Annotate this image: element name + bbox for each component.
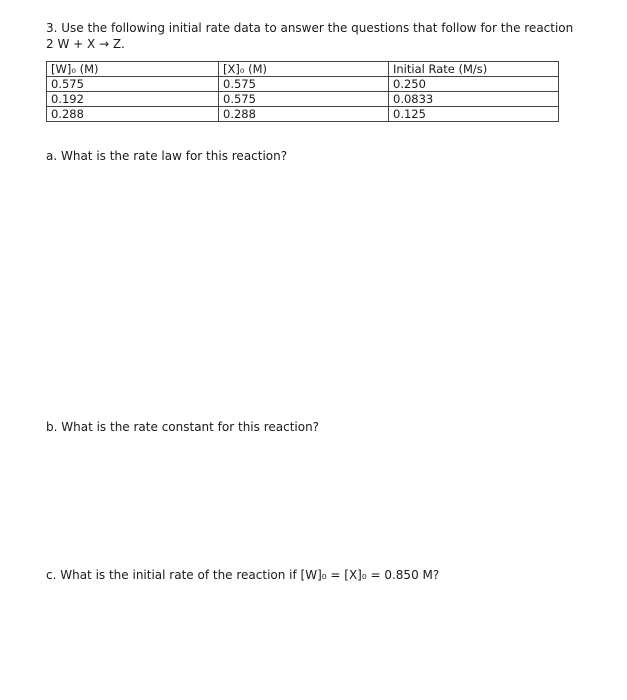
header-x-concentration: [X]₀ (M) [219, 62, 389, 77]
table-cell: 0.288 [47, 107, 219, 122]
header-w-concentration: [W]₀ (M) [47, 62, 219, 77]
table-header-row [47, 62, 559, 77]
table-cell: 0.250 [389, 77, 559, 92]
table-cell: 0.575 [47, 77, 219, 92]
table-cell: 0.575 [219, 77, 389, 92]
table-cell: 0.288 [219, 107, 389, 122]
header-initial-rate: Initial Rate (M/s) [389, 62, 559, 77]
table-row [47, 77, 559, 92]
problem-intro-line-1: 3. Use the following initial rate data to answer the questions that follow for the reaction [46, 21, 574, 35]
table-cell: 0.575 [219, 92, 389, 107]
problem-reaction-equation: 2 W + X → Z. [46, 37, 125, 51]
table-cell: 0.125 [389, 107, 559, 122]
question-c: c. What is the initial rate of the reaction if [W]₀ = [X]₀ = 0.850 M? [46, 568, 440, 582]
question-a: a. What is the rate law for this reaction? [46, 149, 288, 163]
table-row [47, 107, 559, 122]
table-cell: 0.192 [47, 92, 219, 107]
question-b: b. What is the rate constant for this reaction? [46, 420, 320, 434]
rate-data-table [46, 61, 559, 122]
table-cell: 0.0833 [389, 92, 559, 107]
table-row [47, 92, 559, 107]
